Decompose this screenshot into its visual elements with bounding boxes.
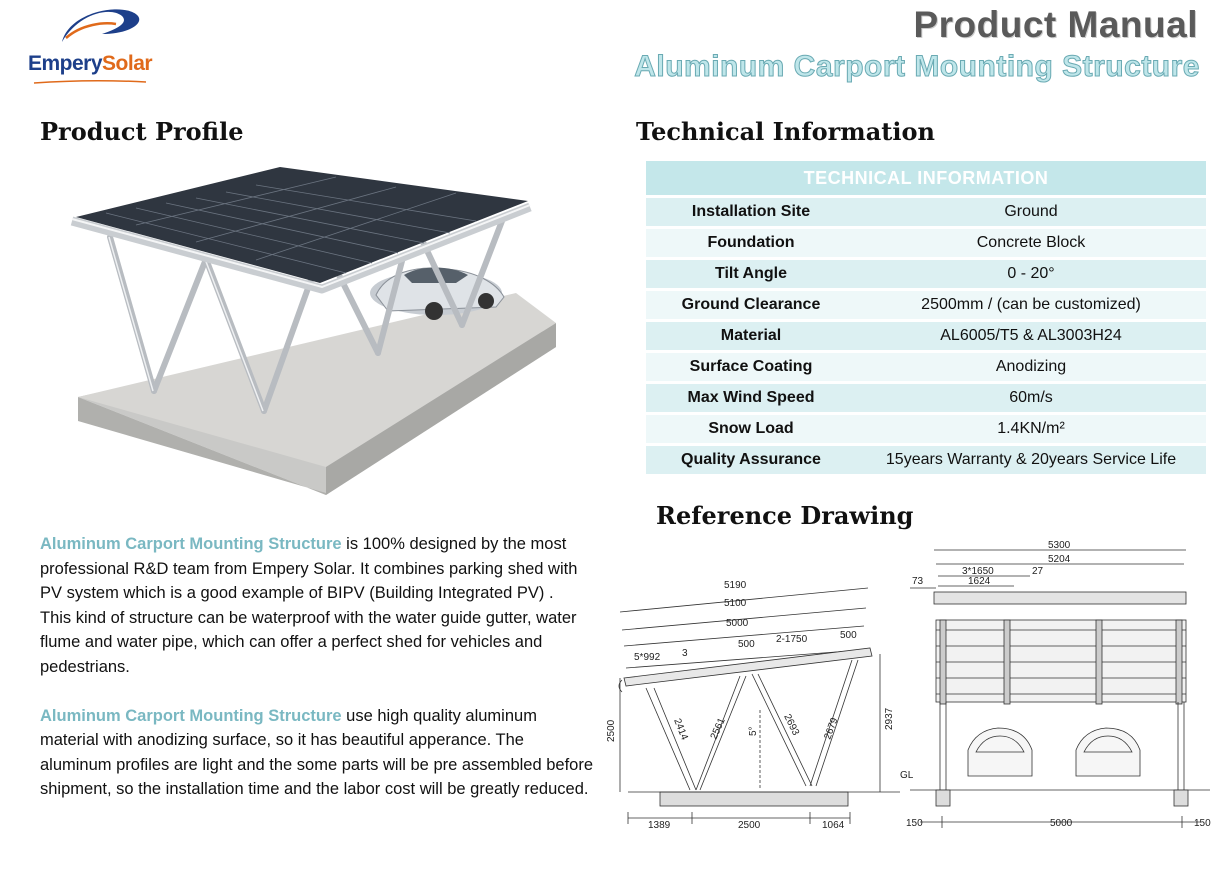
table-row bbox=[646, 198, 1206, 226]
paragraph-text: is 100% designed by the most professional R&D team from Empery Solar. It combines parking shed with PV system which is a good example of BIPV (Building Integrated PV) . bbox=[40, 535, 578, 603]
paragraph-material bbox=[40, 704, 600, 802]
row-value: Anodizing bbox=[856, 353, 1206, 381]
row-value: Ground bbox=[856, 198, 1206, 226]
dim-label: 2500 bbox=[738, 820, 761, 831]
row-key: Tilt Angle bbox=[646, 260, 856, 288]
paragraph-waterproof: This kind of structure can be waterproof with the water guide gutter, water flume and water pipe, which can offer a perfect shed for vehicles and pedestrians. bbox=[40, 608, 577, 676]
row-value: 2500mm / (can be customized) bbox=[856, 291, 1206, 319]
page-title: Product Manual bbox=[913, 4, 1198, 45]
front-view-drawing bbox=[900, 538, 1216, 832]
row-value: Concrete Block bbox=[856, 229, 1206, 257]
section-title-profile: Product Profile bbox=[40, 117, 244, 146]
dim-label: 1064 bbox=[822, 820, 845, 831]
paragraph-text: use high quality aluminum material with anodizing surface, so it has beautiful apperance. The aluminum profiles are light and the some parts will be pre assembled before shipment, so the installation time and the labor cost will be greatly reduced. bbox=[40, 706, 594, 799]
dim-label: 150 bbox=[906, 818, 923, 829]
row-key: Quality Assurance bbox=[646, 446, 856, 474]
dim-label: 1624 bbox=[968, 576, 991, 587]
dim-label: 5100 bbox=[724, 598, 747, 609]
dim-label: 5300 bbox=[1048, 540, 1071, 551]
page-subtitle: Aluminum Carport Mounting Structure bbox=[634, 50, 1200, 83]
table-header: TECHNICAL INFORMATION bbox=[646, 161, 1206, 195]
dim-label: 27 bbox=[1032, 566, 1044, 577]
row-value: 1.4KN/m² bbox=[856, 415, 1206, 443]
dim-label: 5000 bbox=[1050, 818, 1073, 829]
table-row bbox=[646, 384, 1206, 412]
dim-label: 2-1750 bbox=[776, 634, 808, 645]
table-row bbox=[646, 260, 1206, 288]
row-key: Installation Site bbox=[646, 198, 856, 226]
row-value: AL6005/T5 & AL3003H24 bbox=[856, 322, 1206, 350]
table-row bbox=[646, 229, 1206, 257]
dim-label: 5000 bbox=[726, 618, 749, 629]
table-row bbox=[646, 446, 1206, 474]
table-row bbox=[646, 291, 1206, 319]
dim-label: 3 bbox=[682, 648, 688, 659]
dim-label: 1389 bbox=[648, 820, 671, 831]
dim-label: 2679 bbox=[822, 716, 841, 742]
table-row bbox=[646, 353, 1206, 381]
carport-render-image bbox=[36, 165, 566, 497]
row-key: Snow Load bbox=[646, 415, 856, 443]
row-value: 60m/s bbox=[856, 384, 1206, 412]
row-key: Ground Clearance bbox=[646, 291, 856, 319]
dim-label: 2414 bbox=[671, 717, 690, 742]
dim-label: 500 bbox=[840, 630, 857, 641]
section-title-technical: Technical Information bbox=[636, 117, 935, 146]
dim-label: 3*1650 bbox=[962, 566, 994, 577]
dim-label: 2693 bbox=[781, 712, 801, 738]
dim-label: 150 bbox=[1194, 818, 1211, 829]
logo-underline bbox=[32, 79, 148, 85]
row-value: 0 - 20° bbox=[856, 260, 1206, 288]
paragraph-intro bbox=[40, 532, 600, 606]
logo: EmperySolar bbox=[28, 52, 153, 75]
dim-label: 2500 bbox=[606, 719, 617, 742]
description-block bbox=[40, 532, 600, 802]
dim-label: 2561 bbox=[708, 716, 728, 742]
dim-label: 73 bbox=[912, 576, 924, 587]
section-title-drawing: Reference Drawing bbox=[656, 501, 914, 530]
logo-swoosh-icon bbox=[58, 4, 146, 50]
dim-label: 5190 bbox=[724, 580, 747, 591]
table-row bbox=[646, 415, 1206, 443]
dim-label: 5204 bbox=[1048, 554, 1071, 565]
product-name-highlight: Aluminum Carport Mounting Structure bbox=[40, 706, 342, 725]
product-name-highlight: Aluminum Carport Mounting Structure bbox=[40, 535, 342, 553]
dim-label: 5° bbox=[748, 726, 759, 736]
dim-label: 5*992 bbox=[634, 652, 661, 663]
dim-label: GL bbox=[900, 770, 914, 781]
dim-label: 500 bbox=[738, 639, 755, 650]
dim-label: 2937 bbox=[884, 707, 895, 730]
row-key: Material bbox=[646, 322, 856, 350]
row-key: Surface Coating bbox=[646, 353, 856, 381]
row-value: 15years Warranty & 20years Service Life bbox=[856, 446, 1206, 474]
table-row bbox=[646, 322, 1206, 350]
side-view-drawing bbox=[600, 570, 914, 832]
row-key: Foundation bbox=[646, 229, 856, 257]
row-key: Max Wind Speed bbox=[646, 384, 856, 412]
technical-table bbox=[646, 158, 1206, 477]
